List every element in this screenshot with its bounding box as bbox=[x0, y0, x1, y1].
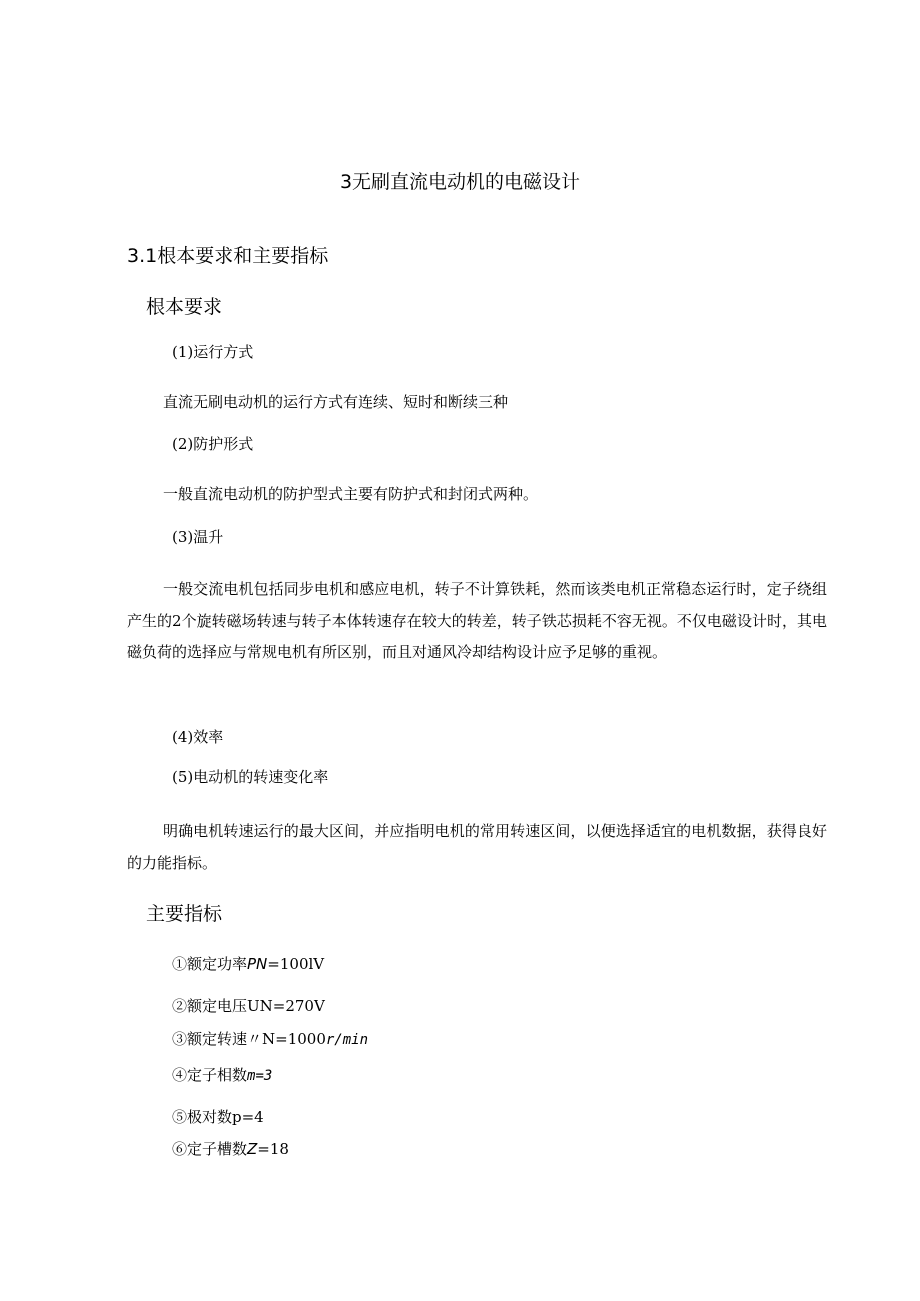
main-indicators-heading: 主要指标 bbox=[146, 903, 223, 925]
item5-label: (5)电动机的转速变化率 bbox=[172, 768, 329, 786]
indicator-phase-count bbox=[172, 1068, 272, 1083]
chapter-title: 3无刷直流电动机的电磁设计 bbox=[339, 171, 581, 193]
indicator-phase-count-value: m=3 bbox=[247, 1068, 273, 1084]
indicator-rated-power-prefix: ①额定功率 bbox=[172, 955, 248, 973]
item3-label: (3)温升 bbox=[172, 528, 224, 546]
item5-paragraph: 明确电机转速运行的最大区间，并应指明电机的常用转速区间，以便选择适宜的电机数据，获得良好的力能指标。 bbox=[127, 822, 827, 872]
item2-text: 一般直流电动机的防护型式主要有防护式和封闭式两种。 bbox=[163, 485, 539, 503]
basic-requirements-heading: 根本要求 bbox=[146, 296, 223, 318]
indicator-slot-count-prefix: ⑥定子槽数 bbox=[172, 1140, 248, 1158]
item4-label: (4)效率 bbox=[172, 728, 224, 746]
item1-label: (1)运行方式 bbox=[172, 343, 254, 361]
indicator-slot-count-symbol: Z bbox=[247, 1140, 258, 1158]
item2-label: (2)防护形式 bbox=[172, 435, 254, 453]
indicator-rated-speed bbox=[172, 1032, 368, 1047]
indicator-pole-pairs: ⑤极对数p=4 bbox=[172, 1108, 264, 1126]
indicator-rated-power-value: =100lV bbox=[267, 955, 325, 973]
item1-text: 直流无刷电动机的运行方式有连续、短时和断续三种 bbox=[163, 393, 509, 411]
indicator-rated-voltage: ②额定电压UN=270V bbox=[172, 997, 325, 1015]
item3-paragraph: 一般交流电机包括同步电机和感应电机，转子不计算铁耗，然而该类电机正常稳态运行时，定子绕组产生的2个旋转磁场转速与转子本体转速存在较大的转差，转子铁芯损耗不容无视。不仅电磁设计时，其电磁负荷的选择应与常规电机有所区别，而且对通风冷却结构设计应予足够的重视。 bbox=[127, 580, 827, 661]
section-title: 3.1根本要求和主要指标 bbox=[127, 245, 329, 267]
indicator-rated-speed-unit: r/min bbox=[325, 1032, 369, 1048]
indicator-rated-power bbox=[172, 957, 324, 972]
indicator-slot-count bbox=[172, 1142, 289, 1157]
indicator-slot-count-value: =18 bbox=[257, 1140, 289, 1158]
indicator-rated-speed-prefix: ③额定转速〃N=1000 bbox=[172, 1030, 326, 1048]
indicator-rated-power-symbol: PN bbox=[247, 955, 268, 973]
indicator-phase-count-prefix: ④定子相数 bbox=[172, 1066, 248, 1084]
